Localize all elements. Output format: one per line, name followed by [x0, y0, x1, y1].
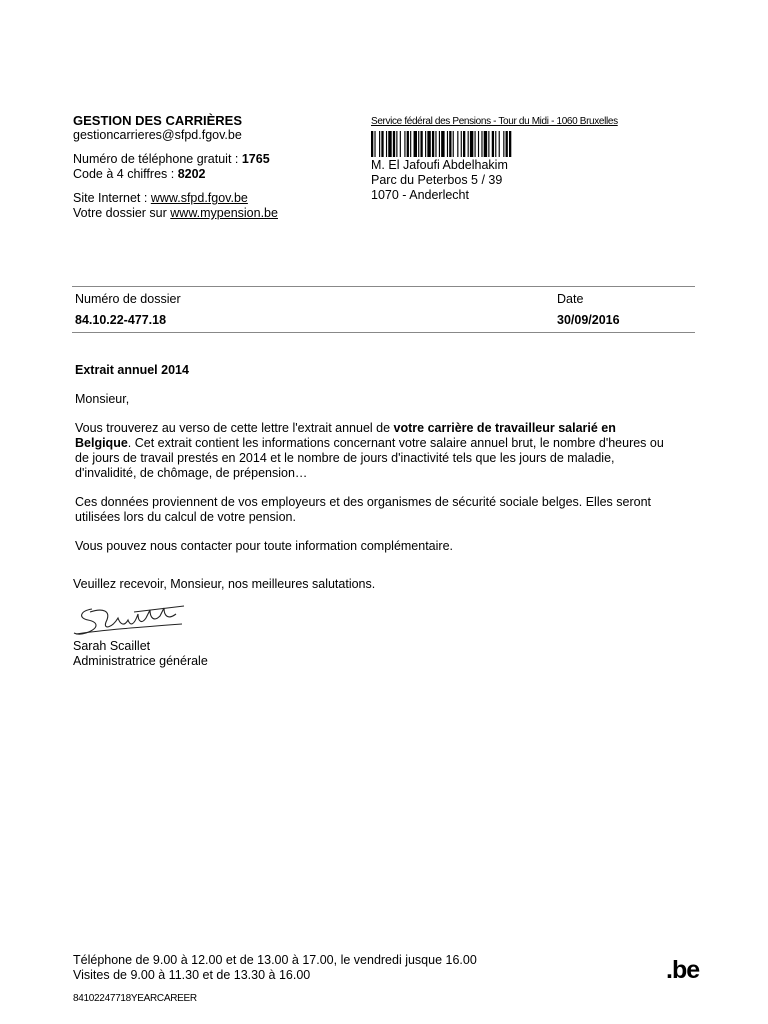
dossier-line [73, 206, 353, 221]
sender-email: gestioncarrieres@sfpd.fgov.be [73, 128, 242, 142]
paragraph-career [75, 421, 695, 481]
recipient-city: 1070 - Anderlecht [371, 188, 469, 202]
return-address: Service fédéral des Pensions - Tour du Midi - 1060 Bruxelles [371, 116, 618, 127]
document-code: 84102247718YEARCAREER [73, 993, 197, 1004]
closing-formula: Veuillez recevoir, Monsieur, nos meilleures salutations. [73, 577, 376, 591]
site-link[interactable]: www.sfpd.fgov.be [150, 191, 248, 205]
site-label: Site Internet : [73, 191, 151, 205]
phone-line [73, 152, 353, 167]
footer-hours [73, 953, 477, 983]
phone-hours: Téléphone de 9.00 à 12.00 et de 13.00 à 17.00, le vendredi jusque 16.00 [73, 953, 477, 967]
paragraph-text: d'invalidité, de chômage, de prépension… [75, 466, 308, 480]
dossier-online-label: Votre dossier sur [73, 206, 171, 220]
date-value: 30/09/2016 [557, 313, 620, 327]
dossier-number-value: 84.10.22-477.18 [75, 313, 167, 327]
date-label: Date [557, 292, 584, 306]
signer-role: Administratrice générale [73, 654, 208, 668]
code-line [73, 167, 353, 182]
code-label: Code à 4 chiffres : [73, 167, 178, 181]
postal-barcode [371, 131, 631, 157]
recipient-street: Parc du Peterbos 5 / 39 [371, 173, 503, 187]
paragraph-text: utilisées lors du calcul de votre pension. [75, 510, 296, 524]
country-emphasis: Belgique [75, 436, 128, 450]
letter-body [75, 363, 695, 554]
paragraph-text: Ces données proviennent de vos employeurs et des organismes de sécurité sociale belges. Elles seront [75, 495, 652, 509]
letter-subject: Extrait annuel 2014 [75, 363, 189, 377]
reference-table [72, 286, 695, 333]
paragraph-contact: Vous pouvez nous contacter pour toute information complémentaire. [75, 539, 453, 553]
paragraph-text: . Cet extrait contient les informations concernant votre salaire annuel brut, le nombre d'heures ou [127, 436, 664, 450]
phone-number: 1765 [241, 152, 270, 166]
phone-label: Numéro de téléphone gratuit : [73, 152, 242, 166]
recipient-address [371, 158, 508, 203]
be-logo: .be [666, 956, 700, 984]
paragraph-text: de jours de travail prestés en 2014 et le nombre de jours d'inactivité tels que les jours de maladie, [75, 451, 615, 465]
salutation: Monsieur, [75, 392, 130, 406]
code-value: 8202 [177, 167, 206, 181]
signer-block [73, 639, 208, 669]
visit-hours: Visites de 9.00 à 11.30 et de 13.30 à 16.00 [73, 968, 311, 982]
site-line [73, 191, 353, 206]
sender-block [73, 113, 353, 221]
recipient-name: M. El Jafoufi Abdelhakim [371, 158, 508, 172]
department-title: GESTION DES CARRIÈRES [73, 113, 243, 128]
paragraph-text: Vous trouverez au verso de cette lettre l'extrait annuel de [75, 421, 394, 435]
career-emphasis: votre carrière de travailleur salarié en [393, 421, 616, 435]
dossier-number-label: Numéro de dossier [75, 292, 181, 306]
handwritten-signature [72, 600, 192, 640]
mypension-link[interactable]: www.mypension.be [170, 206, 278, 220]
signer-name: Sarah Scaillet [73, 639, 151, 653]
paragraph-sources [75, 495, 695, 525]
